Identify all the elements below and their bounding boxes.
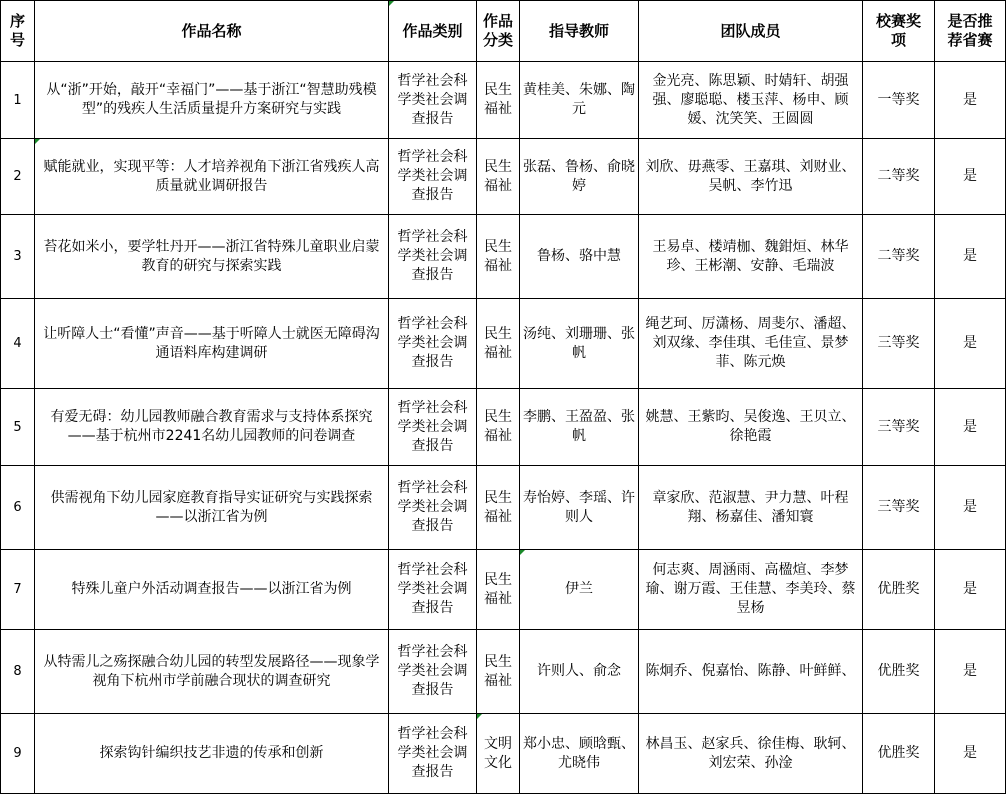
cell-category: 哲学社会科学类社会调查报告 — [389, 550, 477, 630]
header-category: 作品类别 — [389, 1, 477, 62]
cell-recommend: 是 — [935, 62, 1006, 139]
table-row — [1, 466, 1006, 550]
cell-classification: 民生福祉 — [477, 215, 520, 299]
cell-members: 刘欣、毋燕零、王嘉琪、刘财业、吴帆、李竹迅 — [639, 139, 863, 215]
cell-name: 从“浙”开始，敲开“幸福门”——基于浙江“智慧助残模型”的残疾人生活质量提升方案研究与实践 — [35, 62, 389, 139]
table-row — [1, 215, 1006, 299]
cell-category: 哲学社会科学类社会调查报告 — [389, 714, 477, 794]
cell-classification: 民生福祉 — [477, 550, 520, 630]
header-name: 作品名称 — [35, 1, 389, 62]
cell-category: 哲学社会科学类社会调查报告 — [389, 62, 477, 139]
cell-award: 三等奖 — [863, 466, 935, 550]
cell-teachers: 黄桂美、朱娜、陶元 — [520, 62, 639, 139]
cell-seq: 6 — [1, 466, 35, 550]
cell-recommend: 是 — [935, 714, 1006, 794]
cell-members: 章家欣、范淑慧、尹力慧、叶程翔、杨嘉佳、潘知寰 — [639, 466, 863, 550]
cell-award: 一等奖 — [863, 62, 935, 139]
cell-recommend: 是 — [935, 630, 1006, 714]
cell-members: 林昌玉、赵家兵、徐佳梅、耿轲、刘宏荣、孙淦 — [639, 714, 863, 794]
cell-members: 何志爽、周涵雨、高楹煊、李梦瑜、谢万霞、王佳慧、李美玲、蔡昱杨 — [639, 550, 863, 630]
header-teachers: 指导教师 — [520, 1, 639, 62]
table-row — [1, 389, 1006, 466]
cell-teachers: 伊兰 — [520, 550, 639, 630]
cell-name: 特殊儿童户外活动调查报告——以浙江省为例 — [35, 550, 389, 630]
cell-teachers: 郑小忠、顾晗甄、尤晓伟 — [520, 714, 639, 794]
cell-teachers: 汤纯、刘珊珊、张帆 — [520, 299, 639, 389]
cell-seq: 8 — [1, 630, 35, 714]
cell-teachers: 寿怡婷、李瑶、许则人 — [520, 466, 639, 550]
table-row — [1, 299, 1006, 389]
cell-name: 探索钩针编织技艺非遗的传承和创新 — [35, 714, 389, 794]
cell-teachers: 许则人、俞念 — [520, 630, 639, 714]
cell-award: 优胜奖 — [863, 714, 935, 794]
cell-seq: 7 — [1, 550, 35, 630]
cell-award: 优胜奖 — [863, 550, 935, 630]
table-row — [1, 550, 1006, 630]
cell-classification: 民生福祉 — [477, 299, 520, 389]
cell-members: 陈炯乔、倪嘉怡、陈静、叶鲜鲜、 — [639, 630, 863, 714]
cell-award: 优胜奖 — [863, 630, 935, 714]
cell-recommend: 是 — [935, 466, 1006, 550]
cell-award: 三等奖 — [863, 389, 935, 466]
cell-name: 苔花如米小，要学牡丹开——浙江省特殊儿童职业启蒙教育的研究与探索实践 — [35, 215, 389, 299]
cell-teachers: 鲁杨、骆中慧 — [520, 215, 639, 299]
cell-members: 王易卓、楼靖枷、魏鉗烜、林华珍、王彬潮、安静、毛瑞波 — [639, 215, 863, 299]
cell-category: 哲学社会科学类社会调查报告 — [389, 466, 477, 550]
cell-teachers: 李鹏、王盈盈、张帆 — [520, 389, 639, 466]
cell-category: 哲学社会科学类社会调查报告 — [389, 389, 477, 466]
cell-category: 哲学社会科学类社会调查报告 — [389, 630, 477, 714]
cell-award: 三等奖 — [863, 299, 935, 389]
cell-members: 绳艺珂、厉潇杨、周斐尔、潘超、刘双缘、李佳琪、毛佳宣、景梦菲、陈元焕 — [639, 299, 863, 389]
cell-seq: 9 — [1, 714, 35, 794]
cell-category: 哲学社会科学类社会调查报告 — [389, 139, 477, 215]
cell-members: 金光亮、陈思颖、时婧轩、胡强强、廖聪聪、楼玉萍、杨申、顾媛、沈笑笑、王圆圆 — [639, 62, 863, 139]
cell-recommend: 是 — [935, 139, 1006, 215]
header-classification: 作品分类 — [477, 1, 520, 62]
header-row — [1, 1, 1006, 62]
cell-classification: 民生福祉 — [477, 389, 520, 466]
cell-classification: 民生福祉 — [477, 139, 520, 215]
cell-seq: 2 — [1, 139, 35, 215]
cell-name: 有爱无碍：幼儿园教师融合教育需求与支持体系探究——基于杭州市2241名幼儿园教师的问卷调查 — [35, 389, 389, 466]
table-row — [1, 714, 1006, 794]
cell-name: 供需视角下幼儿园家庭教育指导实证研究与实践探索——以浙江省为例 — [35, 466, 389, 550]
cell-recommend: 是 — [935, 550, 1006, 630]
table-row — [1, 139, 1006, 215]
cell-classification: 民生福祉 — [477, 62, 520, 139]
cell-recommend: 是 — [935, 389, 1006, 466]
table-row — [1, 630, 1006, 714]
header-recommend: 是否推荐省赛 — [935, 1, 1006, 62]
cell-seq: 1 — [1, 62, 35, 139]
cell-seq: 3 — [1, 215, 35, 299]
cell-recommend: 是 — [935, 215, 1006, 299]
cell-award: 二等奖 — [863, 139, 935, 215]
cell-award: 二等奖 — [863, 215, 935, 299]
cell-recommend: 是 — [935, 299, 1006, 389]
header-award: 校赛奖项 — [863, 1, 935, 62]
cell-classification: 民生福祉 — [477, 466, 520, 550]
header-seq: 序号 — [1, 1, 35, 62]
cell-teachers: 张磊、鲁杨、俞晓婷 — [520, 139, 639, 215]
cell-category: 哲学社会科学类社会调查报告 — [389, 299, 477, 389]
cell-seq: 4 — [1, 299, 35, 389]
table-row — [1, 62, 1006, 139]
cell-category: 哲学社会科学类社会调查报告 — [389, 215, 477, 299]
cell-name: 赋能就业，实现平等：人才培养视角下浙江省残疾人高质量就业调研报告 — [35, 139, 389, 215]
cell-name: 从特需儿之殇探融合幼儿园的转型发展路径——现象学视角下杭州市学前融合现状的调查研究 — [35, 630, 389, 714]
cell-classification: 文明文化 — [477, 714, 520, 794]
cell-name: 让听障人士“看懂”声音——基于听障人士就医无障碍沟通语料库构建调研 — [35, 299, 389, 389]
cell-classification: 民生福祉 — [477, 630, 520, 714]
cell-members: 姚慧、王紫昀、吴俊逸、王贝立、徐艳霞 — [639, 389, 863, 466]
header-members: 团队成员 — [639, 1, 863, 62]
cell-seq: 5 — [1, 389, 35, 466]
